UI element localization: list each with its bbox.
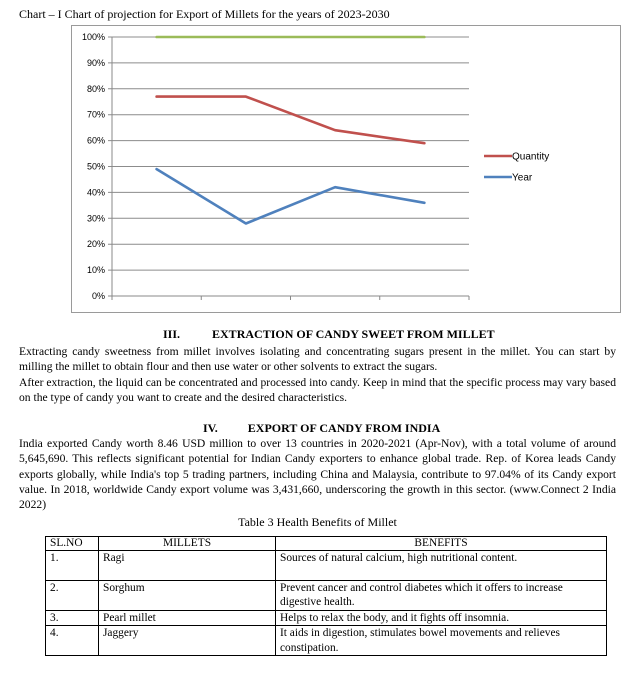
y-tick-label: 40%	[86, 187, 105, 198]
table-row	[46, 581, 607, 611]
y-tick-label: 90%	[86, 57, 105, 68]
row-millet: Sorghum	[99, 581, 276, 611]
row-benefit: Helps to relax the body, and it fights off insomnia.	[276, 611, 607, 626]
table-row	[46, 626, 607, 656]
series-line-year	[157, 169, 425, 223]
legend-label: Quantity	[512, 151, 550, 163]
section-4-number: IV.	[203, 421, 218, 435]
section-4-title: EXPORT OF CANDY FROM INDIA	[247, 421, 441, 435]
y-tick-label: 60%	[86, 135, 105, 146]
chart-caption: Chart – I Chart of projection for Export of Millets for the years of 2023-2030	[19, 7, 390, 21]
section-3-paragraph-1: Extracting candy sweetness from millet involves isolating and concentrating sugars present in the millet. You can start by milling the millet to obtain flour and then use water or other solvents to extract the sugars.	[19, 345, 616, 374]
y-tick-label: 30%	[86, 213, 105, 224]
header-sl-no: SL.NO	[46, 537, 99, 551]
y-tick-label: 100%	[81, 32, 105, 42]
row-number: 3.	[46, 611, 99, 626]
row-benefit: It aids in digestion, stimulates bowel movements and relieves constipation.	[276, 626, 607, 656]
section-3-number: III.	[163, 327, 181, 341]
chart-canvas	[72, 26, 622, 314]
y-tick-label: 80%	[86, 83, 105, 94]
y-tick-label: 0%	[91, 291, 105, 301]
benefits-table	[45, 536, 607, 656]
table-row	[46, 611, 607, 626]
row-number: 4.	[46, 626, 99, 656]
table-row	[46, 551, 607, 581]
section-4-paragraph: India exported Candy worth 8.46 USD million to over 13 countries in 2020-2021 (Apr-Nov), with a total volume of around 5,645,690. This reflects significant potential for Indian Candy exporters to enhance global trade. Rep. of Korea leads Candy exports globally, while India's top 5 trading partners, including China and Malaysia, contribute to 97.04% of its Candy export value. In 2018, worldwide Candy export volume was 3,431,660, underscoring the growth in this sector. (www.Connect 2 India 2022)	[19, 437, 616, 512]
section-3-title: EXTRACTION OF CANDY SWEET FROM MILLET	[212, 327, 495, 341]
row-benefit: Sources of natural calcium, high nutritional content.	[276, 551, 607, 581]
y-tick-label: 70%	[86, 109, 105, 120]
legend-label: Year	[512, 172, 533, 184]
row-millet: Ragi	[99, 551, 276, 581]
y-tick-label: 50%	[86, 161, 105, 172]
table-header-row	[46, 537, 607, 551]
series-line-quantity	[157, 97, 425, 144]
header-millets: MILLETS	[99, 537, 276, 551]
row-benefit: Prevent cancer and control diabetes which it offers to increase digestive health.	[276, 581, 607, 611]
table-caption: Table 3 Health Benefits of Millet	[238, 515, 397, 529]
row-number: 2.	[46, 581, 99, 611]
row-millet: Jaggery	[99, 626, 276, 656]
section-3-heading	[163, 327, 495, 342]
header-benefits: BENEFITS	[276, 537, 607, 551]
row-millet: Pearl millet	[99, 611, 276, 626]
section-4-heading	[203, 421, 440, 436]
line-chart	[71, 25, 621, 313]
section-3-paragraph-2: After extraction, the liquid can be concentrated and processed into candy. Keep in mind that the specific process may vary based on the type of candy you want to create and the desired characteristics.	[19, 376, 616, 405]
row-number: 1.	[46, 551, 99, 581]
y-tick-label: 20%	[86, 239, 105, 250]
y-tick-label: 10%	[86, 265, 105, 276]
